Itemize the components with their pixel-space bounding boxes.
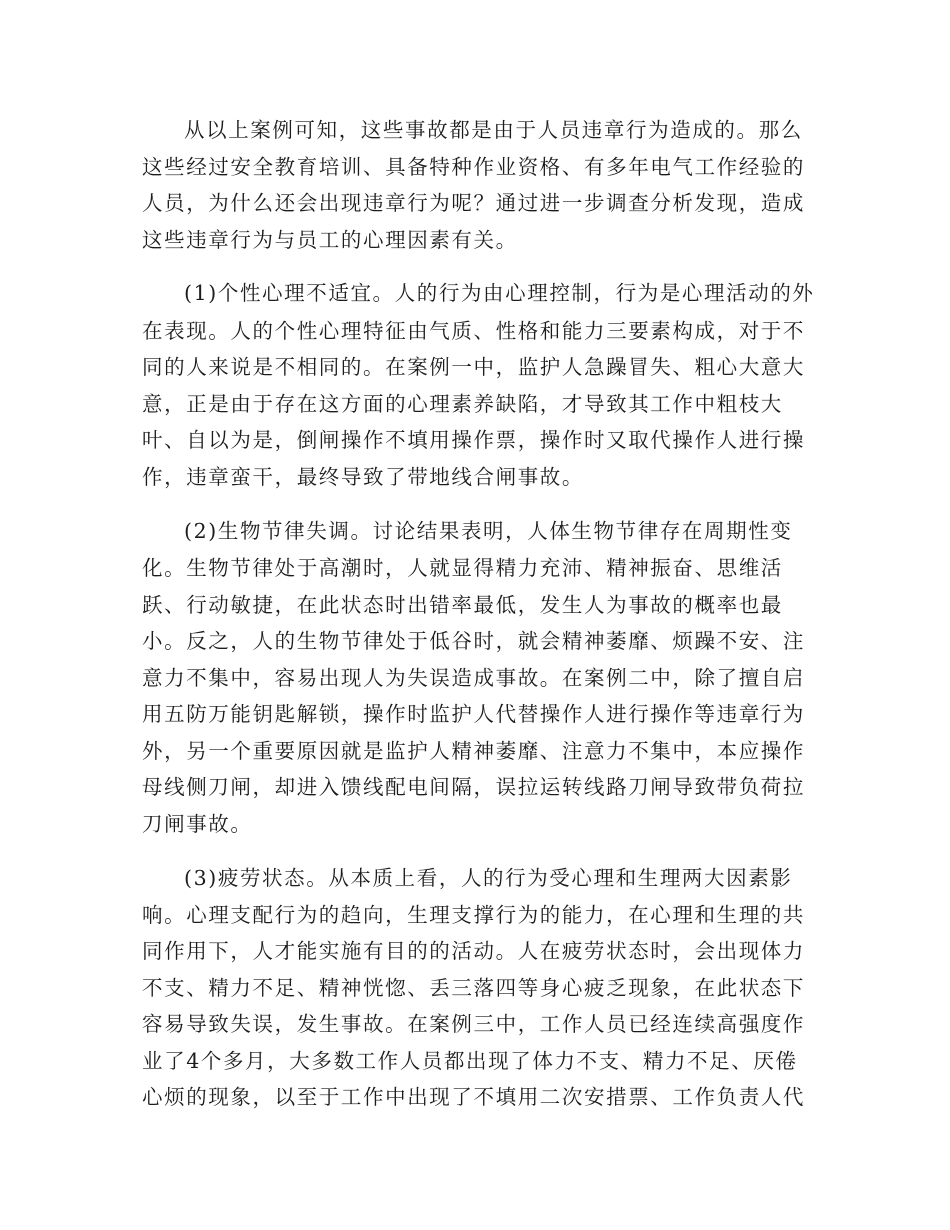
text-line: 刀闸事故。 — [142, 812, 253, 836]
text-line: 跃、行动敏捷，在此状态时出错率最低，发生人为事故的概率也最 — [142, 593, 783, 617]
text-line: 不支、精力不足、精神恍惚、丢三落四等身心疲乏现象，在此状态下 — [142, 976, 805, 1000]
text-line: 心烦的现象，以至于工作中出现了不填用二次安措票、工作负责人代 — [142, 1085, 805, 1109]
text-line: (2)生物节律失调。讨论结果表明，人体生物节律存在周期性变 — [184, 519, 793, 543]
text-line: 化。生物节律处于高潮时，人就显得精力充沛、精神振奋、思维活 — [142, 556, 783, 580]
text-line: 同作用下，人才能实施有目的的活动。人在疲劳状态时，会出现体力 — [142, 939, 805, 963]
text-line: 母线侧刀闸，却进入馈线配电间隔，误拉运转线路刀闸导致带负荷拉 — [142, 775, 805, 799]
text-line: 这些违章行为与员工的心理因素有关。 — [142, 228, 518, 252]
text-line: 从以上案例可知，这些事故都是由于人员违章行为造成的。那么 — [184, 118, 803, 142]
text-line: 小。反之，人的生物节律处于低谷时，就会精神萎靡、烦躁不安、注 — [142, 629, 805, 653]
text-line: 在表现。人的个性心理特征由气质、性格和能力三要素构成，对于不 — [142, 319, 805, 343]
text-line: 容易导致失误，发生事故。在案例三中，工作人员已经连续高强度作 — [142, 1012, 805, 1036]
text-line: (1)个性心理不适宜。人的行为由心理控制，行为是心理活动的外 — [184, 281, 815, 305]
text-line: 业了4个多月，大多数工作人员都出现了体力不支、精力不足、厌倦 — [142, 1049, 798, 1073]
text-line: 这些经过安全教育培训、具备特种作业资格、有多年电气工作经验的 — [142, 155, 805, 179]
text-line: 人员，为什么还会出现违章行为呢？通过进一步调查分析发现，造成 — [142, 191, 805, 215]
text-line: (3)疲劳状态。从本质上看，人的行为受心理和生理两大因素影 — [184, 866, 793, 890]
text-line: 外，另一个重要原因就是监护人精神萎靡、注意力不集中，本应操作 — [142, 739, 805, 763]
text-line: 用五防万能钥匙解锁，操作时监护人代替操作人进行操作等违章行为 — [142, 702, 805, 726]
text-line: 作，违章蛮干，最终导致了带地线合闸事故。 — [142, 465, 584, 489]
text-line: 意力不集中，容易出现人为失误造成事故。在案例二中，除了擅自启 — [142, 666, 805, 690]
text-line: 同的人来说是不相同的。在案例一中，监护人急躁冒失、粗心大意大 — [142, 355, 805, 379]
text-line: 叶、自以为是，倒闸操作不填用操作票，操作时又取代操作人进行操 — [142, 428, 805, 452]
text-line: 意，正是由于存在这方面的心理素养缺陷，才导致其工作中粗枝大 — [142, 392, 783, 416]
text-line: 响。心理支配行为的趋向，生理支撑行为的能力，在心理和生理的共 — [142, 903, 805, 927]
